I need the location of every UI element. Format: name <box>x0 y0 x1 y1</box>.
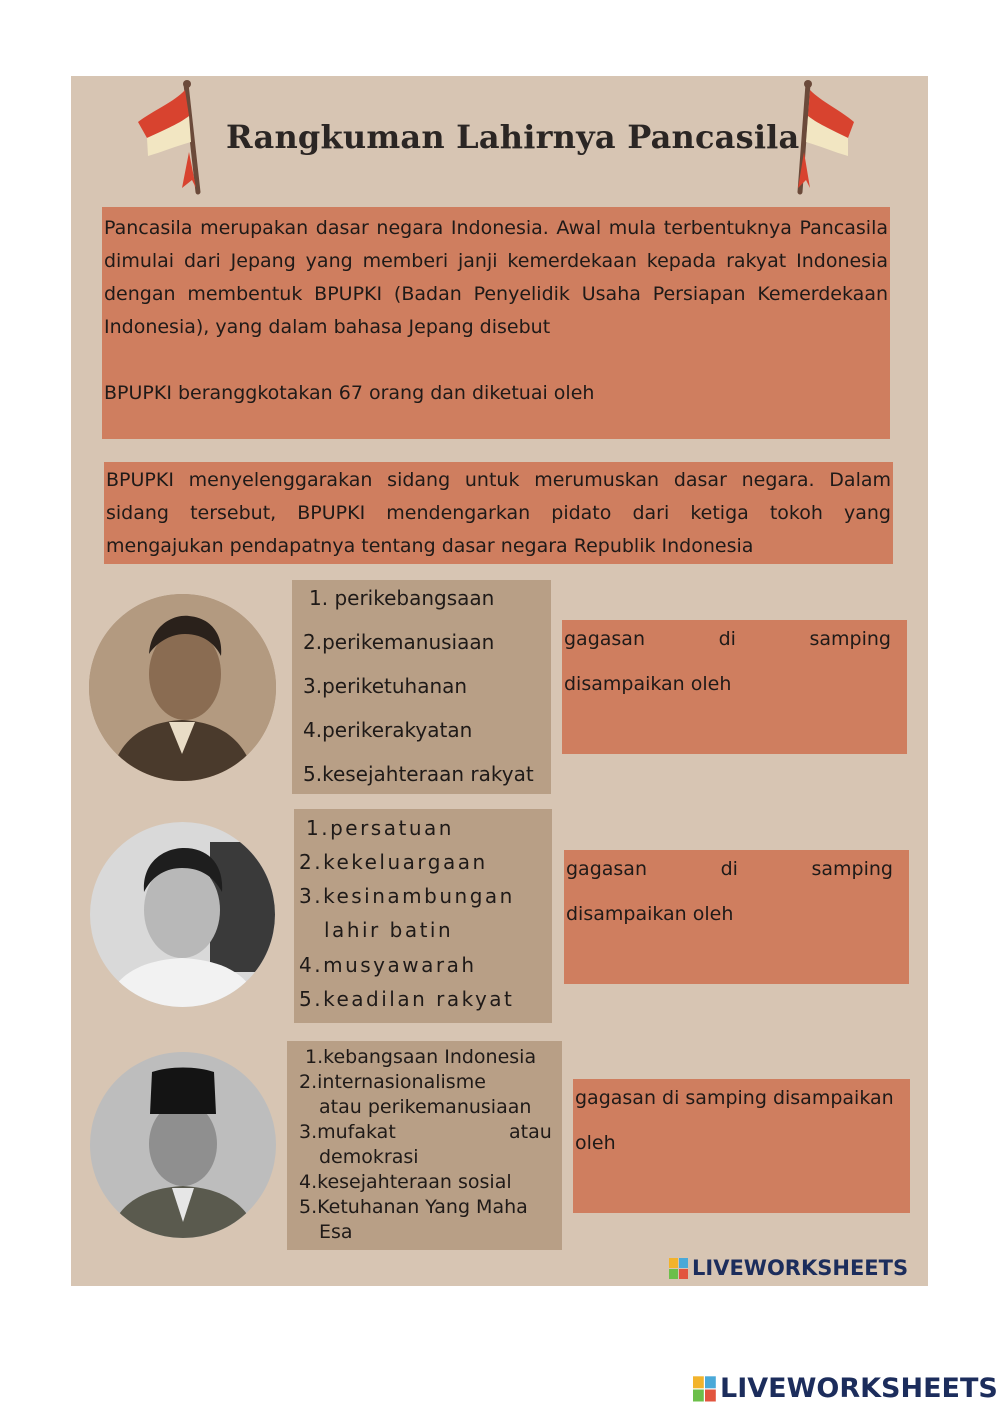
list-item: 5.keadilan rakyat <box>299 987 515 1011</box>
list-item: 3.kesinambungan <box>299 884 515 908</box>
ideas-list-2 <box>294 809 552 1023</box>
portrait-photo-3 <box>90 1052 276 1238</box>
sidang-paragraph: BPUPKI menyelenggarakan sidang untuk merumuskan dasar negara. Dalam sidang tersebut, BPUPKI mendengarkan pidato dari ketiga tokoh yang mengajukan pendapatnya tentang dasar negara Republik Indonesia <box>106 469 891 557</box>
sidang-box <box>104 462 893 564</box>
list-item: Esa <box>319 1221 353 1243</box>
portrait-photo-2 <box>90 822 275 1007</box>
answer-line-2: oleh <box>575 1132 616 1154</box>
intro-paragraph-1: Pancasila merupakan dasar negara Indonesia. Awal mula terbentuknya Pancasila dimulai dari Jepang yang memberi janji kemerdekaan kepada rakyat Indonesia dengan membentuk BPUPKI (Badan Penyelidik Usaha Persiapan Kemerdekaan Indonesia), yang dalam bahasa Jepang disebut <box>104 217 888 338</box>
answer-word: samping <box>811 858 893 880</box>
answer-box-3[interactable] <box>573 1079 910 1213</box>
list-item: 1.persatuan <box>306 816 454 840</box>
intro-box <box>102 207 890 439</box>
intro-paragraph-2: BPUPKI beranggkotakan 67 orang dan diketuai oleh <box>104 382 595 404</box>
liveworksheets-icon <box>693 1376 717 1403</box>
list-item: 2.internasionalisme <box>299 1071 486 1093</box>
liveworksheets-logo-inner <box>669 1256 908 1280</box>
liveworksheets-text: LIVEWORKSHEETS <box>720 1373 998 1404</box>
portrait-1-image <box>89 594 276 781</box>
list-item: 4.kesejahteraan sosial <box>299 1171 512 1193</box>
list-item: atau <box>509 1121 552 1143</box>
list-item: atau perikemanusiaan <box>319 1096 532 1118</box>
answer-line-2: disampaikan oleh <box>564 673 732 695</box>
list-item: 3.periketuhanan <box>303 674 468 698</box>
list-item: 5.Ketuhanan Yang Maha <box>299 1196 528 1218</box>
liveworksheets-logo-footer <box>693 1373 998 1404</box>
right-flag-icon <box>794 80 864 195</box>
answer-line-1: gagasan di samping disampaikan <box>575 1087 894 1109</box>
list-item: demokrasi <box>319 1146 419 1168</box>
answer-word: gagasan <box>566 858 647 880</box>
liveworksheets-icon <box>669 1258 689 1280</box>
list-item: 1. perikebangsaan <box>309 586 495 610</box>
list-item: lahir batin <box>324 918 454 942</box>
portrait-photo-1 <box>89 594 276 781</box>
ideas-list-1 <box>292 580 551 794</box>
answer-word: gagasan <box>564 628 645 650</box>
answer-line-1 <box>564 628 891 650</box>
answer-word: di <box>718 628 736 650</box>
answer-box-1[interactable] <box>562 620 907 754</box>
answer-word: samping <box>809 628 891 650</box>
answer-box-2[interactable] <box>564 850 909 984</box>
answer-line-2: disampaikan oleh <box>566 903 734 925</box>
list-item: 1.kebangsaan Indonesia <box>305 1046 537 1068</box>
liveworksheets-text: LIVEWORKSHEETS <box>692 1256 909 1280</box>
list-item: 4.musyawarah <box>299 953 477 977</box>
left-flag-icon <box>134 80 204 195</box>
list-item: 2.kekeluargaan <box>299 850 488 874</box>
list-item: 3.mufakat <box>299 1121 396 1143</box>
answer-word: di <box>720 858 738 880</box>
answer-line-1 <box>566 858 893 880</box>
portrait-3-image <box>90 1052 276 1238</box>
portrait-2-image <box>90 822 275 1007</box>
page-title: Rangkuman Lahirnya Pancasila <box>226 118 800 156</box>
list-item: 4.perikerakyatan <box>303 718 473 742</box>
list-item: 5.kesejahteraan rakyat <box>303 762 534 786</box>
ideas-list-3 <box>287 1041 562 1250</box>
list-item: 2.perikemanusiaan <box>303 630 495 654</box>
